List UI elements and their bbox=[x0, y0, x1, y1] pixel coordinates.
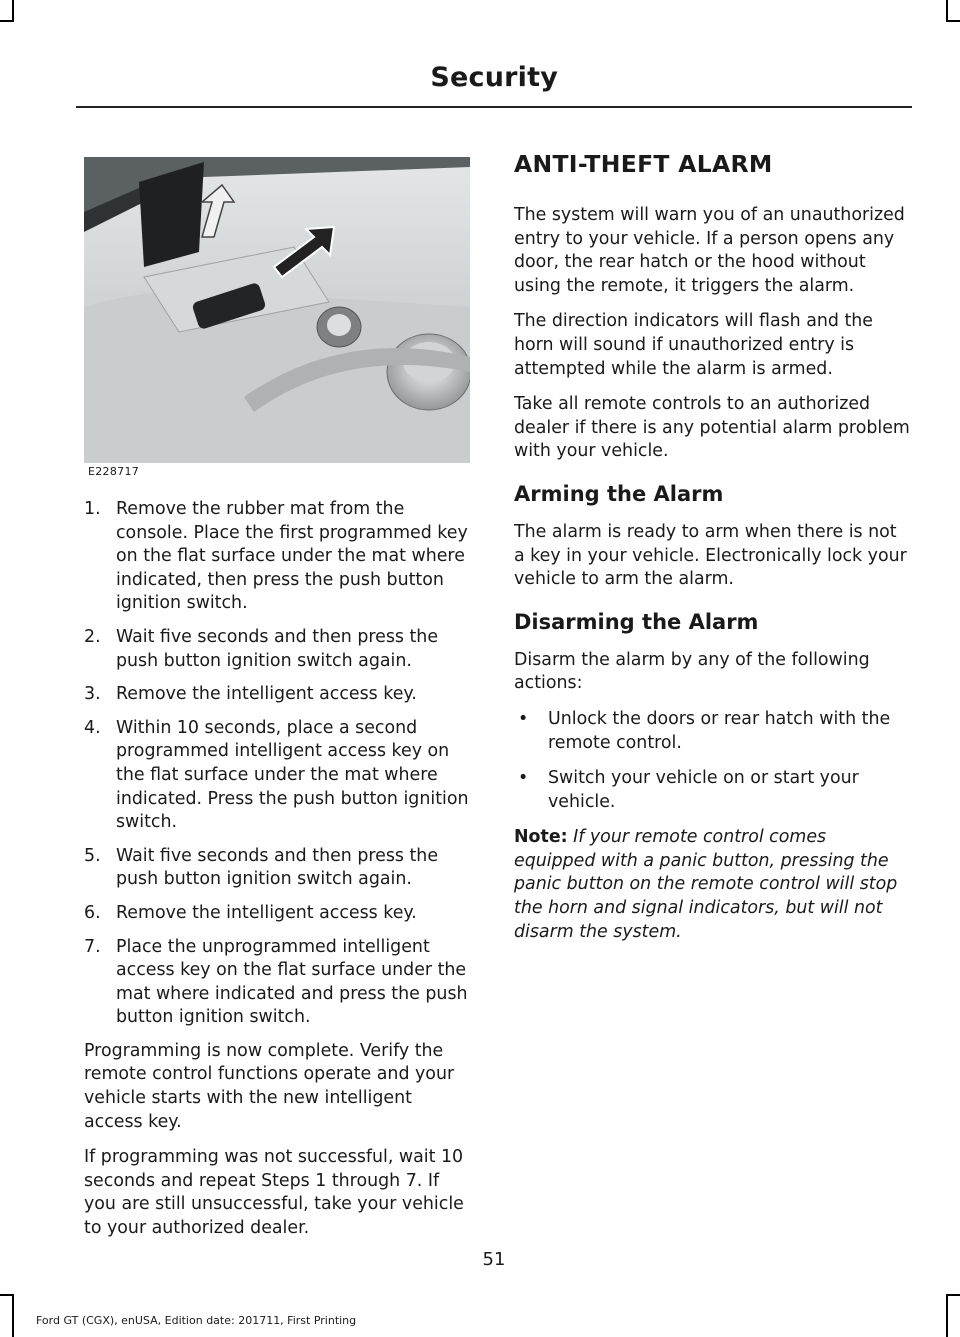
paragraph: Disarm the alarm by any of the following actions: bbox=[514, 649, 870, 694]
paragraph: If programming was not successful, wait 10 seconds and repeat Steps 1 through 7. If you are still unsuccessful, take your vehicle to your authorized dealer. bbox=[84, 1147, 464, 1239]
subsection-heading: Arming the Alarm bbox=[514, 481, 724, 506]
footer-text: Ford GT (CGX), enUSA, Edition date: 201711, First Printing bbox=[36, 1314, 357, 1327]
header-divider bbox=[76, 106, 912, 108]
list-item: • Switch your vehicle on or start your vehicle. bbox=[518, 768, 859, 812]
paragraph: The alarm is ready to arm when there is not a key in your vehicle. Electronically lock your vehicle to arm the alarm. bbox=[514, 521, 907, 590]
programming-steps bbox=[84, 498, 476, 1030]
bullet: • bbox=[518, 768, 529, 789]
crop-mark bbox=[0, 20, 14, 22]
crop-mark bbox=[946, 1294, 948, 1337]
list-item: 4. Within 10 seconds, place a second programmed intelligent access key on the flat surface under the mat where indicated. Press the push button ignition switch. bbox=[84, 717, 469, 833]
crop-mark bbox=[12, 1294, 14, 1337]
list-item: • Unlock the doors or rear hatch with the remote control. bbox=[518, 708, 891, 753]
list-item: 3. Remove the intelligent access key. bbox=[84, 684, 417, 705]
disarm-actions bbox=[514, 708, 910, 814]
figure-code: E228717 bbox=[88, 465, 140, 478]
page-title: Security bbox=[430, 62, 558, 93]
note-label: Note: bbox=[514, 827, 568, 848]
crop-mark bbox=[946, 0, 948, 22]
crop-mark bbox=[946, 1294, 960, 1296]
note bbox=[514, 826, 910, 944]
console-drawing bbox=[84, 157, 470, 463]
right-column bbox=[514, 150, 910, 956]
section-heading: ANTI-THEFT ALARM bbox=[514, 150, 773, 178]
console-illustration bbox=[84, 157, 470, 463]
list-item: 2. Wait five seconds and then press the push button ignition switch again. bbox=[84, 626, 439, 671]
crop-mark bbox=[12, 0, 14, 22]
bullet: • bbox=[518, 708, 529, 729]
list-item: 7. Place the unprogrammed intelligent access key on the flat surface under the mat where indicated and press the push button ignition switch. bbox=[84, 936, 468, 1028]
crop-mark bbox=[946, 20, 960, 22]
left-column bbox=[84, 157, 476, 1253]
note-text: If your remote control comes equipped with a panic button, pressing the panic button on the remote control will stop the horn and signal indicators, but will not disarm the system. bbox=[514, 827, 898, 942]
paragraph: The direction indicators will flash and the horn will sound if unauthorized entry is attempted while the alarm is armed. bbox=[514, 311, 874, 379]
paragraph: Take all remote controls to an authorized dealer if there is any potential alarm problem with your vehicle. bbox=[514, 394, 910, 462]
page-number: 51 bbox=[482, 1249, 506, 1270]
paragraph: Programming is now complete. Verify the remote control functions operate and your vehicle starts with the new intelligent access key. bbox=[84, 1040, 455, 1132]
list-item: 6. Remove the intelligent access key. bbox=[84, 902, 417, 923]
list-item: 5. Wait five seconds and then press the push button ignition switch again. bbox=[84, 845, 439, 890]
crop-mark bbox=[0, 1294, 14, 1296]
paragraph: The system will warn you of an unauthorized entry to your vehicle. If a person opens any door, the rear hatch or the hood without using the remote, it triggers the alarm. bbox=[514, 205, 905, 296]
list-item: 1. Remove the rubber mat from the console. Place the first programmed key on the flat surface under the mat where indicated, then press the push button ignition switch. bbox=[84, 499, 468, 614]
subsection-heading: Disarming the Alarm bbox=[514, 609, 759, 634]
